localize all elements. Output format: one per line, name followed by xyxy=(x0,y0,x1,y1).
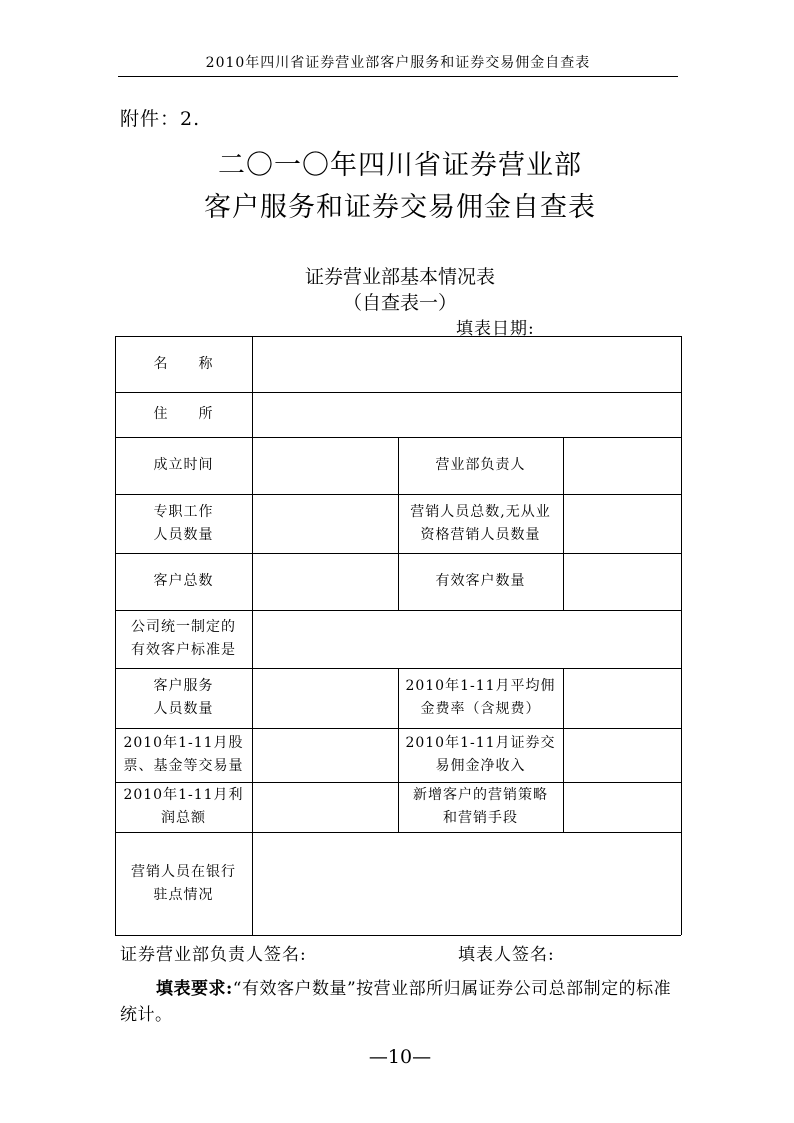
marketing-staff-label-line2: 资格营销人员数量 xyxy=(420,526,541,543)
fulltime-staff-label-cell xyxy=(115,494,252,553)
net-commission-label-line2: 易佣金净收入 xyxy=(435,758,526,774)
net-commission-label-cell xyxy=(398,728,563,782)
company-standard-label-line1: 公司统一制定的 xyxy=(131,619,236,635)
requirement-text: “有效客户数量”按营业部所归属证券公司总部制定的标准统计。 xyxy=(120,979,672,1025)
profit-label-line2: 润总额 xyxy=(161,810,206,826)
requirement-lead: 填表要求: xyxy=(156,979,233,999)
filler-signature-label: 填表人签名: xyxy=(458,945,555,965)
bank-outlet-value-cell[interactable] xyxy=(252,832,681,935)
fulltime-staff-label-line2: 人员数量 xyxy=(153,526,214,543)
name-value-cell[interactable] xyxy=(252,336,681,392)
page-number: —10— xyxy=(368,1046,432,1068)
marketing-strategy-value-cell[interactable] xyxy=(563,782,681,832)
table-title: 证券营业部基本情况表 xyxy=(304,266,495,288)
founded-value-cell[interactable] xyxy=(252,437,398,494)
service-staff-label-cell xyxy=(115,668,252,728)
effective-clients-label: 有效客户数量 xyxy=(435,573,526,589)
profit-label-line1: 2010年1-11月利 xyxy=(123,787,244,803)
trade-volume-label-line1: 2010年1-11月股 xyxy=(123,735,244,751)
avg-commission-label-cell xyxy=(398,668,563,728)
effective-clients-value-cell[interactable] xyxy=(563,553,681,610)
fill-date-label: 填表日期: xyxy=(456,319,535,339)
net-commission-value-cell[interactable] xyxy=(563,728,681,782)
profit-value-cell[interactable] xyxy=(252,782,398,832)
table-line xyxy=(681,336,682,935)
table-subtitle: （自查表一） xyxy=(342,292,457,314)
manager-label-cell xyxy=(398,437,563,494)
manager-value-cell[interactable] xyxy=(563,437,681,494)
document-title-line2: 客户服务和证券交易佣金自查表 xyxy=(204,192,596,223)
manager-label: 营业部负责人 xyxy=(435,457,526,473)
founded-label-cell xyxy=(115,437,252,494)
running-header: 2010年四川省证券营业部客户服务和证券交易佣金自查表 xyxy=(205,55,591,71)
bank-outlet-label-cell xyxy=(115,832,252,935)
marketing-staff-label-line1: 营销人员总数,无从业 xyxy=(410,503,551,520)
company-standard-label-cell xyxy=(115,610,252,668)
avg-commission-label-line1: 2010年1-11月平均佣 xyxy=(405,678,556,694)
address-label: 住 所 xyxy=(153,406,214,422)
name-label: 名 称 xyxy=(153,355,214,372)
attachment-label: 附件：2. xyxy=(120,108,201,130)
avg-commission-label-line2: 金费率（含规费） xyxy=(420,701,541,717)
net-commission-label-line1: 2010年1-11月证券交 xyxy=(405,735,556,751)
address-value-cell[interactable] xyxy=(252,392,681,437)
service-staff-value-cell[interactable] xyxy=(252,668,398,728)
marketing-staff-value-cell[interactable] xyxy=(563,494,681,553)
filling-requirement xyxy=(120,976,680,1028)
fulltime-staff-value-cell[interactable] xyxy=(252,494,398,553)
address-label-cell xyxy=(115,392,252,437)
marketing-strategy-label-cell xyxy=(398,782,563,832)
company-standard-label-line2: 有效客户标准是 xyxy=(131,642,236,658)
table-line xyxy=(115,935,681,936)
header-divider xyxy=(118,76,678,77)
basic-info-table xyxy=(115,336,681,935)
profit-label-cell xyxy=(115,782,252,832)
company-standard-value-cell[interactable] xyxy=(252,610,681,668)
total-clients-value-cell[interactable] xyxy=(252,553,398,610)
trade-volume-value-cell[interactable] xyxy=(252,728,398,782)
document-title-line1: 二〇一〇年四川省证券营业部 xyxy=(218,150,582,181)
trade-volume-label-cell xyxy=(115,728,252,782)
effective-clients-label-cell xyxy=(398,553,563,610)
fulltime-staff-label-line1: 专职工作 xyxy=(153,503,214,520)
founded-label: 成立时间 xyxy=(153,457,214,473)
bank-outlet-label-line2: 驻点情况 xyxy=(153,886,214,903)
name-label-cell xyxy=(115,336,252,392)
bank-outlet-label-line1: 营销人员在银行 xyxy=(131,863,236,880)
marketing-staff-label-cell xyxy=(398,494,563,553)
total-clients-label: 客户总数 xyxy=(153,573,214,589)
marketing-strategy-label-line1: 新增客户的营销策略 xyxy=(413,787,548,803)
service-staff-label-line2: 人员数量 xyxy=(153,701,214,717)
avg-commission-value-cell[interactable] xyxy=(563,668,681,728)
service-staff-label-line1: 客户服务 xyxy=(153,678,214,694)
trade-volume-label-line2: 票、基金等交易量 xyxy=(123,758,244,774)
total-clients-label-cell xyxy=(115,553,252,610)
marketing-strategy-label-line2: 和营销手段 xyxy=(443,810,518,826)
manager-signature-label: 证券营业部负责人签名: xyxy=(120,945,307,965)
